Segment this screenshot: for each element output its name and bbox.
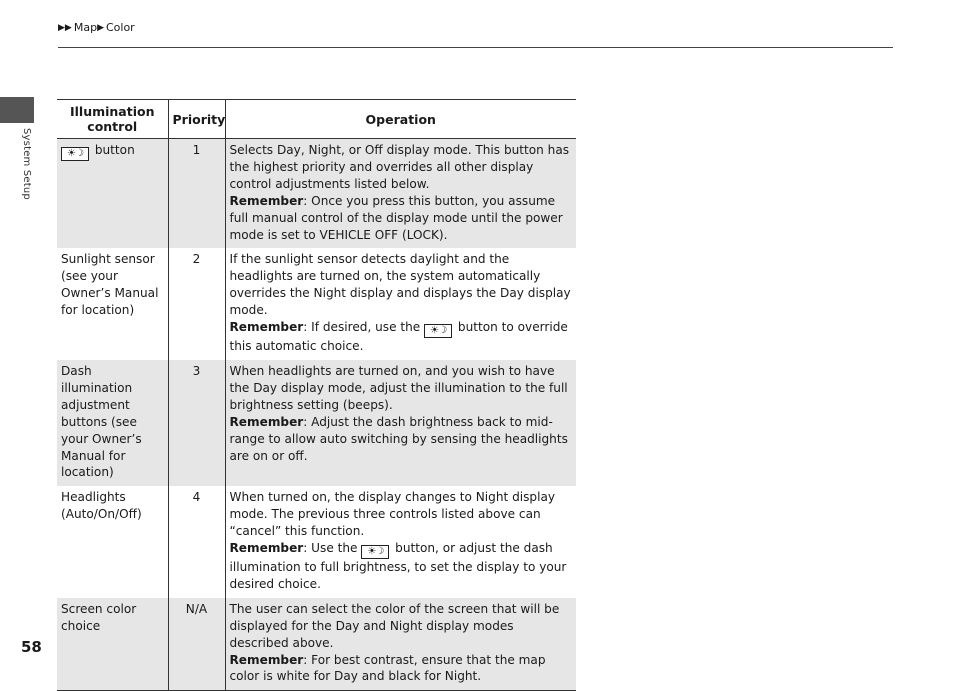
- control-cell: Dash illumination adjustment buttons (see your Owner’s Manual for location): [57, 360, 168, 486]
- breadcrumb-color[interactable]: Color: [105, 21, 135, 34]
- priority-cell: 1: [168, 139, 225, 249]
- day-night-button-icon: ☀☽: [61, 147, 89, 161]
- remember-text-b: button, or adjust the dash illumination to full brightness, to set the display to your desired choice.: [229, 541, 567, 591]
- breadcrumb: [58, 21, 135, 34]
- header-operation: Operation: [225, 100, 576, 139]
- operation-text: If the sunlight sensor detects daylight and the headlights are turned on, the system automatically overrides the Night display and displays the Day display mode.: [229, 252, 571, 318]
- remember-label: Remember: [229, 414, 304, 429]
- remember-text: : Adjust the dash brightness back to mid-range to allow auto switching by sensing the headlights are on or off.: [229, 414, 568, 463]
- section-tab: [0, 97, 34, 123]
- day-night-button-icon: ☀☽: [424, 324, 452, 338]
- table-header-row: [57, 100, 576, 139]
- section-label: System Setup: [21, 128, 32, 200]
- operation-cell: [225, 139, 576, 249]
- breadcrumb-arrows-icon: ▶▶: [58, 22, 72, 33]
- table-row: [57, 360, 576, 486]
- remember-text-a: : Use the: [303, 541, 362, 556]
- table-row: [57, 139, 576, 249]
- remember-text: : Once you press this button, you assume full manual control of the display mode until the power mode is set to VEHICLE OFF (LOCK).: [229, 193, 563, 242]
- remember-label: Remember: [229, 652, 304, 667]
- control-text: button: [91, 143, 135, 157]
- remember-text-b: button to override this automatic choice.: [229, 320, 568, 354]
- priority-cell: 2: [168, 248, 225, 360]
- table-row: [57, 598, 576, 691]
- operation-cell: [225, 598, 576, 691]
- operation-cell: [225, 486, 576, 598]
- day-night-button-icon: ☀☽: [361, 545, 389, 559]
- header-divider: [58, 47, 893, 48]
- remember-text: : For best contrast, ensure that the map color is white for Day and black for Night.: [229, 652, 546, 684]
- priority-cell: 3: [168, 360, 225, 486]
- control-cell: [57, 139, 168, 249]
- remember-label: Remember: [229, 320, 304, 335]
- table-row: [57, 486, 576, 598]
- header-illumination-control: Illumination control: [57, 100, 168, 139]
- table-row: [57, 248, 576, 360]
- priority-cell: 4: [168, 486, 225, 598]
- control-cell: Screen color choice: [57, 598, 168, 691]
- operation-text: When turned on, the display changes to Night display mode. The previous three controls listed above can “cancel” this function.: [229, 490, 556, 539]
- operation-text: The user can select the color of the screen that will be displayed for the Day and Night display modes described above.: [229, 601, 560, 650]
- control-cell: Sunlight sensor (see your Owner’s Manual for location): [57, 248, 168, 360]
- illumination-table: [57, 99, 576, 691]
- operation-cell: [225, 248, 576, 360]
- remember-label: Remember: [229, 193, 304, 208]
- remember-text-a: : If desired, use the: [303, 320, 425, 335]
- remember-label: Remember: [229, 541, 304, 556]
- page-number: 58: [21, 638, 42, 656]
- header-priority: Priority: [168, 100, 225, 139]
- operation-cell: [225, 360, 576, 486]
- priority-cell: N/A: [168, 598, 225, 691]
- operation-text: When headlights are turned on, and you wish to have the Day display mode, adjust the illumination to the full brightness setting (beeps).: [229, 363, 568, 412]
- breadcrumb-map[interactable]: Map: [73, 21, 98, 34]
- breadcrumb-separator-icon: ▶: [97, 22, 104, 33]
- operation-text: Selects Day, Night, or Off display mode. This button has the highest priority and overrides all other display control adjustments listed below.: [229, 143, 570, 191]
- control-cell: Headlights (Auto/On/Off): [57, 486, 168, 598]
